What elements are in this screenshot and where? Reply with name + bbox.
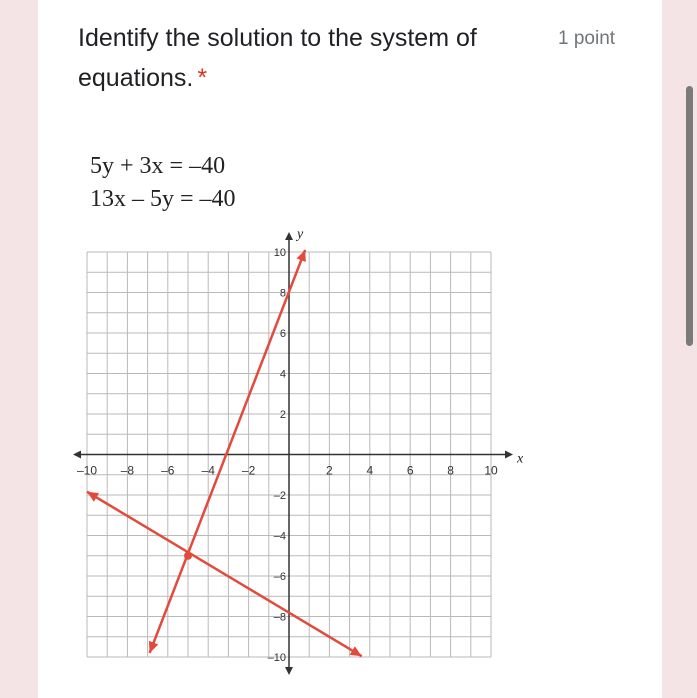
question-title [78, 18, 548, 98]
y-axis-label: y [297, 227, 304, 242]
x-axis-arrow-right [505, 451, 513, 459]
x-axis-label: x [517, 451, 524, 467]
x-tick-label: –6 [161, 463, 175, 478]
series-line-2 [150, 250, 306, 653]
required-marker: * [197, 64, 208, 92]
y-tick-label: 6 [279, 328, 286, 340]
x-tick-label: –2 [241, 463, 256, 478]
y-tick-label: –10 [267, 652, 286, 664]
question-text: Identify the solution to the system of equations. [78, 24, 477, 92]
y-tick-label: 2 [279, 409, 286, 421]
x-tick-label: 2 [326, 463, 333, 478]
y-tick-label: –8 [273, 611, 286, 624]
x-tick-label: 10 [484, 463, 498, 478]
x-tick-label: –4 [201, 463, 215, 478]
intersection-point [184, 552, 192, 560]
x-tick-label: 6 [406, 463, 414, 478]
x-tick-label: –8 [120, 463, 135, 478]
y-axis-arrow-down [285, 667, 293, 675]
points-label: 1 point [558, 28, 616, 49]
y-tick-label: –6 [273, 571, 286, 583]
series-arrowhead-2 [149, 641, 158, 653]
y-tick-label: –4 [273, 530, 286, 543]
x-axis-arrow-left [73, 451, 81, 459]
question-card [38, 0, 662, 698]
y-tick-label: 4 [279, 368, 286, 381]
series-line-1 [87, 492, 362, 656]
y-tick-label: –2 [273, 490, 286, 502]
y-tick-label: 8 [279, 287, 286, 300]
scrollbar-thumb[interactable] [686, 86, 693, 346]
equation-1: 5y + 3x = –40 [90, 153, 226, 179]
x-tick-label: 4 [366, 463, 374, 478]
y-axis-arrow-up [285, 232, 293, 240]
coordinate-graph [76, 220, 524, 665]
equation-block [90, 150, 236, 216]
y-tick-label: 10 [273, 247, 286, 259]
equation-2: 13x – 5y = –40 [90, 186, 236, 212]
x-tick-label: –10 [76, 463, 98, 478]
x-tick-label: 8 [447, 463, 454, 478]
